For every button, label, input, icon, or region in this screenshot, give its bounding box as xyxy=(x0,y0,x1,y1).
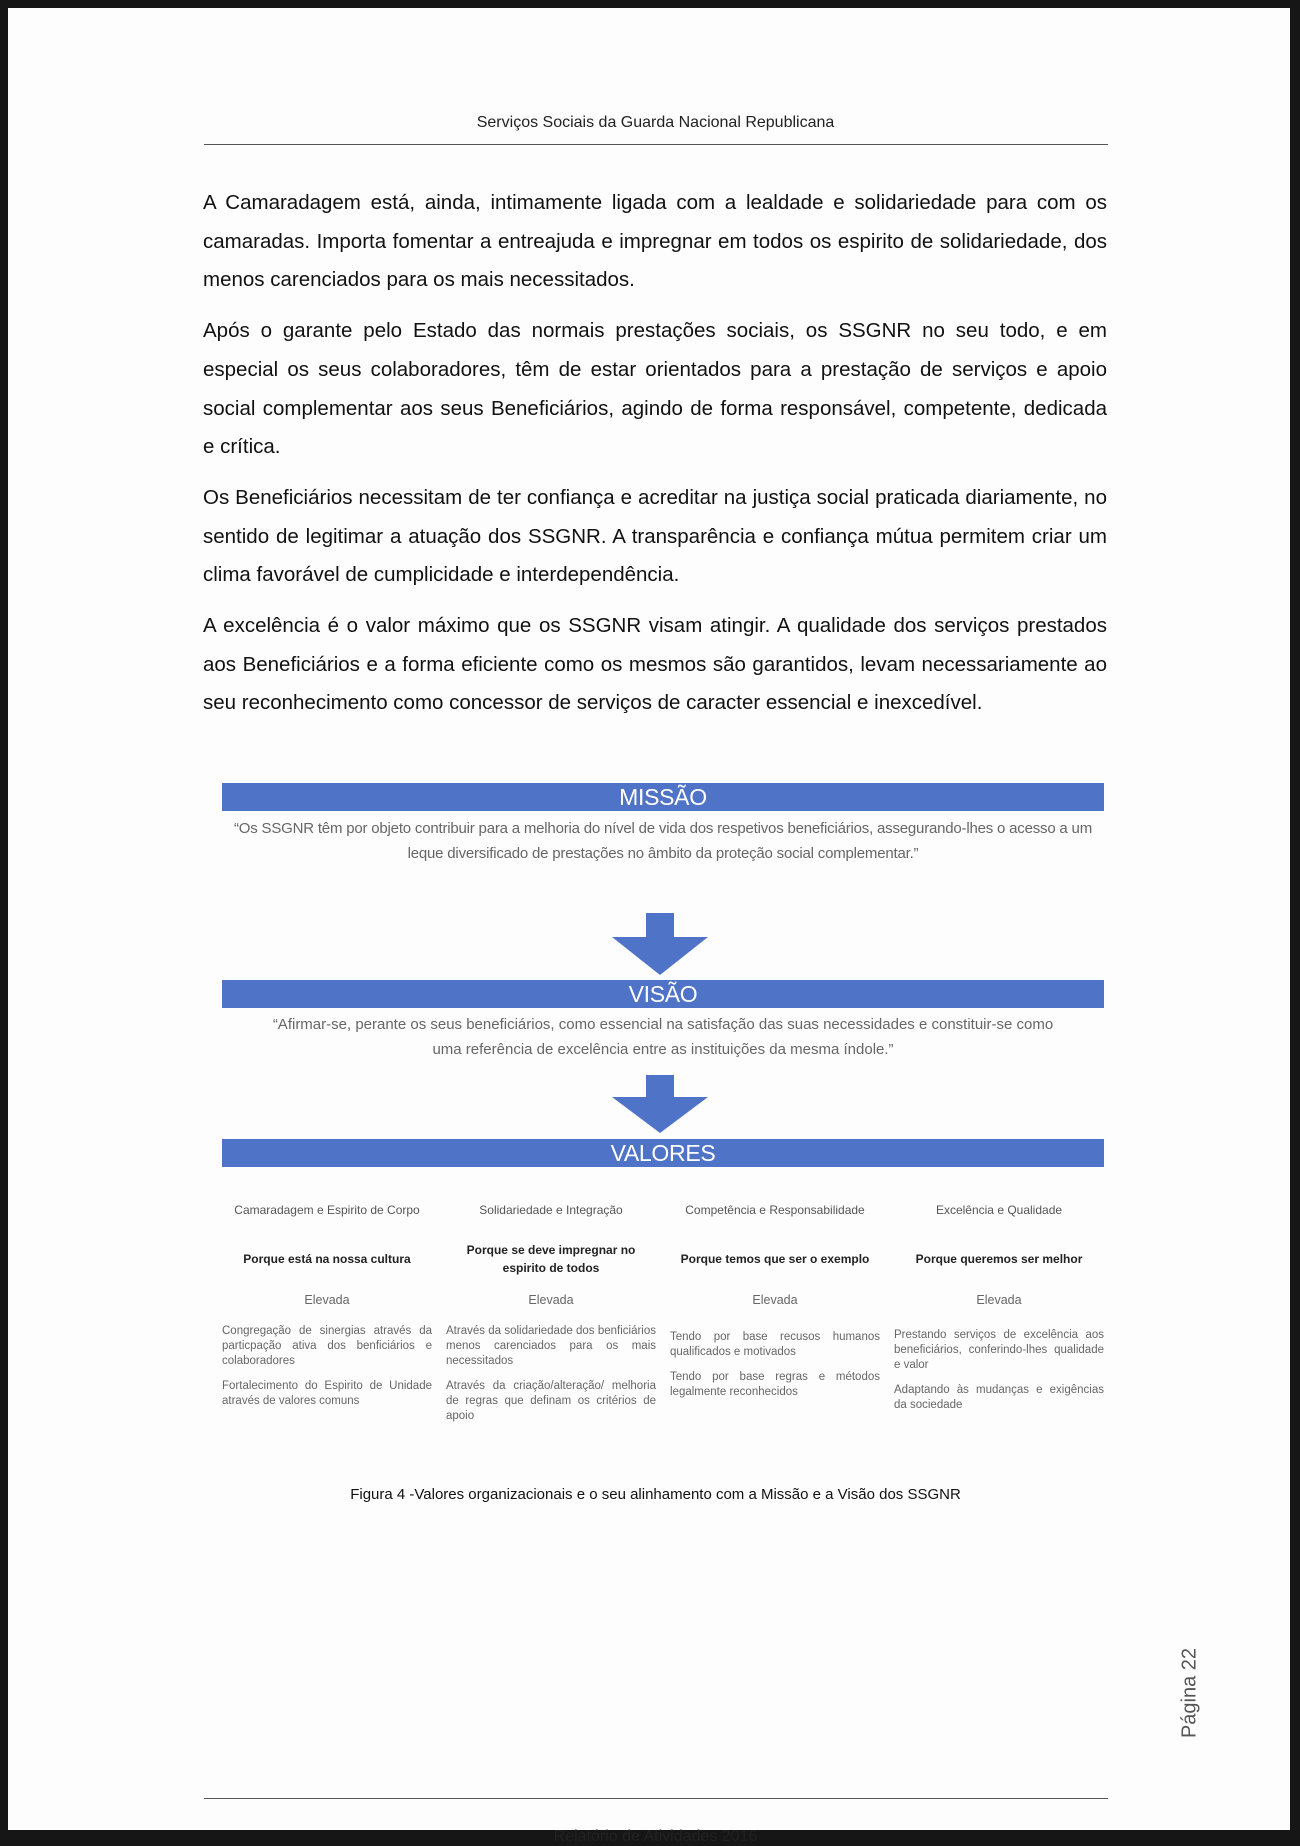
value-description-item: Através da criação/alteração/ melhoria de regras que definam os critérios de apoio xyxy=(446,1380,656,1422)
header-rule xyxy=(204,144,1108,145)
value-description-item: Congregação de sinergias através da particpação ativa dos benficiários e colaboradores xyxy=(222,1325,432,1367)
value-description-item: Através da solidariedade dos benficiários menos carenciados para os mais necessitados xyxy=(446,1325,656,1367)
value-title: Solidariedade e Integração xyxy=(479,1202,623,1217)
value-description-item: Tendo por base regras e métodos legalmente reconhecidos xyxy=(670,1371,880,1398)
paragraph: A excelência é o valor máximo que os SSGNR visam atingir. A qualidade dos serviços prestados aos Beneficiários e a forma eficiente como os mesmos são garantidos, levam necessariamente ao seu reconhecimento como concessor de serviços de caracter essencial e inexcedível. xyxy=(203,614,1107,715)
value-description-item: Prestando serviços de excelência aos beneficiários, conferindo-lhes qualidade e valor xyxy=(894,1329,1104,1371)
paragraph: Os Beneficiários necessitam de ter confiança e acreditar na justiça social praticada diariamente, no sentido de legitimar a atuação dos SSGNR. A transparência e confiança mútua permitem criar um clima favorável de cumplicidade e interdependência. xyxy=(203,485,1107,587)
page-header: Serviços Sociais da Guarda Nacional Republicana xyxy=(476,114,835,131)
values-grid xyxy=(222,1186,1104,1434)
value-reason: Porque temos que ser o exemplo xyxy=(680,1252,870,1266)
page-number xyxy=(1175,1633,1205,1753)
value-reason: Porque está na nossa cultura xyxy=(243,1252,411,1266)
value-level: Elevada xyxy=(752,1293,798,1307)
page-footer: Relatório de Atividades 2016 xyxy=(553,1828,758,1845)
value-title: Competência e Responsabilidade xyxy=(685,1202,865,1217)
page-number-label: Página 22 xyxy=(1178,1647,1201,1739)
value-column xyxy=(894,1186,1104,1434)
body-text xyxy=(203,184,1107,735)
mission-bar: MISSÃO xyxy=(222,783,1104,811)
value-column xyxy=(222,1186,432,1434)
value-description xyxy=(222,1324,432,1419)
down-arrow-icon xyxy=(612,913,708,975)
values-bar: VALORES xyxy=(222,1139,1104,1167)
value-description xyxy=(446,1324,656,1434)
footer-rule xyxy=(204,1798,1108,1799)
document-page xyxy=(8,8,1290,1845)
value-level: Elevada xyxy=(976,1293,1022,1307)
value-description-item: Fortalecimento do Espirito de Unidade através de valores comuns xyxy=(222,1380,432,1407)
paragraph: Após o garante pelo Estado das normais prestações sociais, os SSGNR no seu todo, e em especial os seus colaboradores, têm de estar orientados para a prestação de serviços e apoio social complementar aos seus Beneficiários, agindo de forma responsável, competente, dedicada e crítica. xyxy=(203,319,1107,459)
value-column xyxy=(446,1186,656,1434)
value-level: Elevada xyxy=(304,1293,350,1307)
value-level: Elevada xyxy=(528,1293,574,1307)
vision-text: “Afirmar-se, perante os seus beneficiários, como essencial na satisfação das suas necessidades e constituir-se como uma referência de excelência entre as instituições da mesma índole.” xyxy=(272,1016,1054,1058)
vision-bar: VISÃO xyxy=(222,980,1104,1008)
value-title: Camaradagem e Espirito de Corpo xyxy=(234,1202,420,1217)
down-arrow-icon xyxy=(612,1075,708,1133)
mission-text: “Os SSGNR têm por objeto contribuir para a melhoria do nível de vida dos respetivos beneficiários, assegurando-lhes o acesso a um leque diversificado de prestações no âmbito da proteção social complementar.” xyxy=(234,820,1092,862)
value-reason: Porque queremos ser melhor xyxy=(915,1252,1083,1266)
value-description xyxy=(894,1328,1104,1423)
value-title: Excelência e Qualidade xyxy=(935,1202,1063,1217)
figure-caption: Figura 4 -Valores organizacionais e o seu alinhamento com a Missão e a Visão dos SSGNR xyxy=(350,1486,961,1503)
value-column xyxy=(670,1186,880,1434)
value-description xyxy=(670,1330,880,1410)
paragraph: A Camaradagem está, ainda, intimamente ligada com a lealdade e solidariedade para com os camaradas. Importa fomentar a entreajuda e impregnar em todos os espirito de solidariedade, dos menos carenciados para os mais necessitados. xyxy=(203,191,1107,292)
value-reason: Porque se deve impregnar no espirito de todos xyxy=(466,1243,636,1275)
value-description-item: Tendo por base recusos humanos qualificados e motivados xyxy=(670,1331,880,1358)
value-description-item: Adaptando às mudanças e exigências da sociedade xyxy=(894,1384,1104,1411)
